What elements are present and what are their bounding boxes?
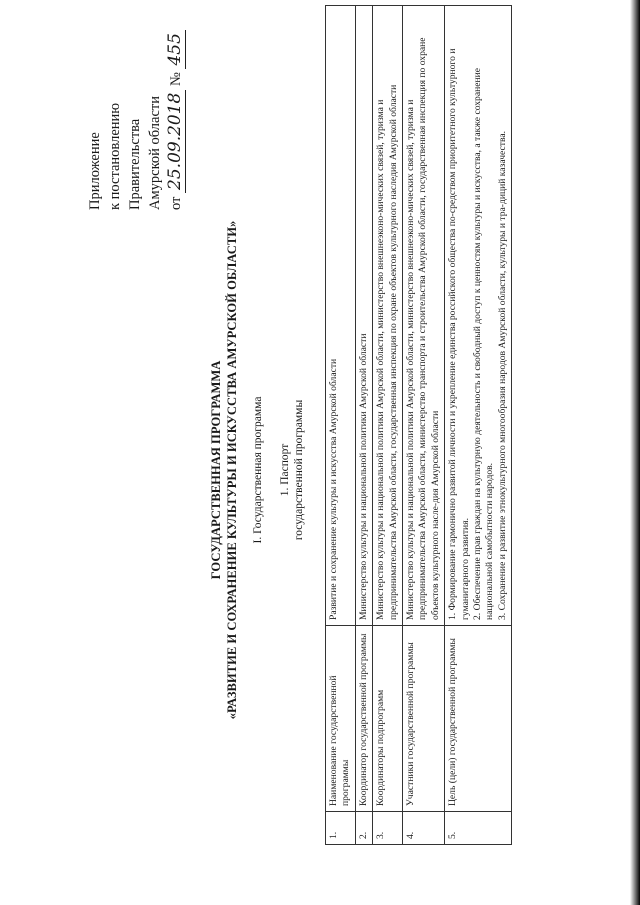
table-row (355, 6, 372, 845)
row-name: Координатор государственной программы (355, 626, 372, 812)
row-name: Участники государственной программы (403, 626, 445, 812)
table-row (326, 6, 356, 845)
table-row (373, 6, 403, 845)
appendix-reference: к постановлению Правительства (107, 102, 143, 210)
appendix-date-line (165, 10, 186, 210)
row-number: 3. (373, 812, 403, 845)
table-row (445, 6, 512, 845)
row-value: Министерство культуры и национальной политики Амурской области, министерство внешнеэконо-мических связей, туризма и предпринимательства Амурской области, министерство транспорта и строительства Амурской области, государственная инспекция по охране объектов культурного насле-дия Амурской области (403, 6, 445, 626)
row-name: Цель (цели) государственной программы (445, 626, 512, 812)
row-value: Министерство культуры и национальной политики Амурской области (355, 6, 372, 626)
table-row (403, 6, 445, 845)
appendix-title: Приложение (87, 132, 103, 210)
row-name: Координаторы подпрограмм (373, 626, 403, 812)
passport-table (325, 5, 512, 845)
row-number: 2. (355, 812, 372, 845)
row-number: 1. (326, 812, 356, 845)
appendix-region: Амурской области (147, 96, 163, 210)
goal-item: 3. Сохранение и развитие этнокультурного многообразия народов Амурской области, культуры и тра-диций казачества. (496, 130, 508, 620)
row-name: Наименование государственной программы (326, 626, 356, 812)
passport-heading (278, 185, 306, 755)
handwritten-date: 25.09.2018 (165, 90, 186, 193)
passport-heading-line2: государственной программы (293, 399, 305, 541)
row-value: Министерство культуры и национальной политики Амурской области, министерство внешнеэконо-мических связей, туризма и предпринимательства Амурской области, государственная инспекция по охране объектов культурного наследия Амурской области (373, 6, 403, 626)
passport-heading-line1: 1. Паспорт (279, 443, 291, 497)
goal-item: 2. Обеспечение прав граждан на культурную деятельность и свободный доступ к ценностям культуры и искусства, а также сохранение национальной самобытности народов. (472, 67, 496, 620)
appendix-block (85, 10, 186, 210)
row-number: 4. (403, 812, 445, 845)
goal-item: 1. Формирование гармонично развитой личности и укрепление единства российского общества по-средством приоритетного культурного и гуманитарного развития. (447, 48, 471, 620)
number-sign: № (168, 72, 184, 86)
section-heading: I. Государственная программа (252, 396, 264, 544)
row-value: Развитие и сохранение культуры и искусства Амурской области (326, 6, 356, 626)
program-title-line2: «РАЗВИТИЕ И СОХРАНЕНИЕ КУЛЬТУРЫ И ИСКУССТВА АМУРСКОЙ ОБЛАСТИ» (225, 220, 239, 720)
handwritten-number: 455 (165, 30, 186, 68)
row-number: 5. (445, 812, 512, 845)
scan-edge (630, 0, 640, 905)
program-title-line1: ГОСУДАРСТВЕННАЯ ПРОГРАММА (209, 360, 223, 580)
row-value-goals (445, 6, 512, 626)
program-title (208, 185, 240, 755)
date-prefix: от (168, 196, 184, 210)
